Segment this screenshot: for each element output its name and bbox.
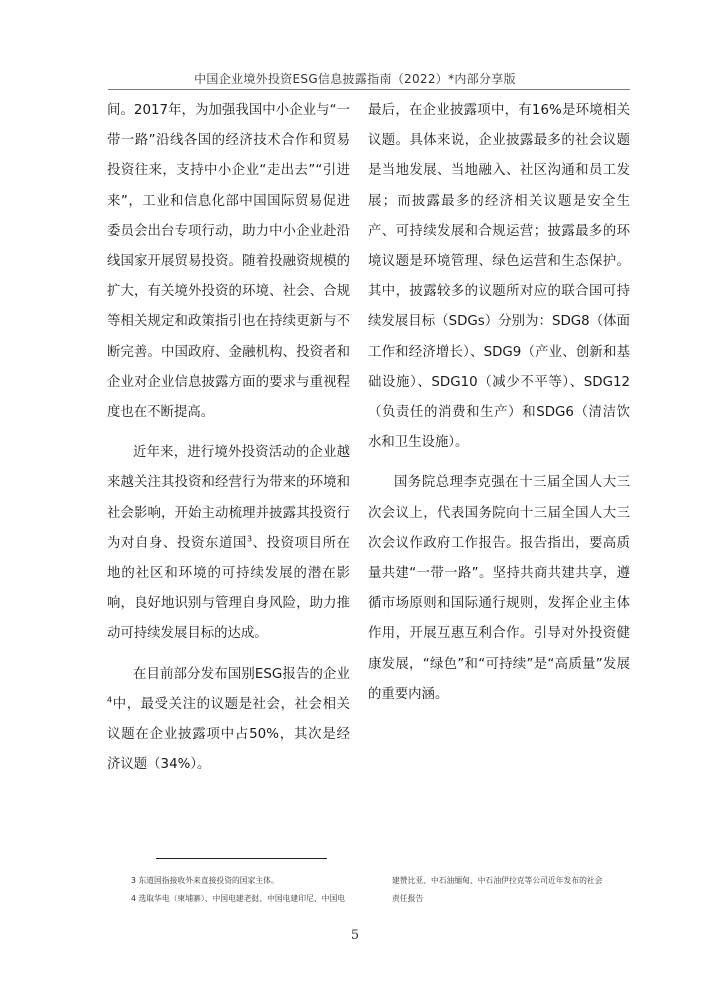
paragraph-3-text-a: 在目前部分发布国别ESG报告的企业 xyxy=(133,666,350,682)
paragraph-2-text-a: 近年来，进行境外投资活动的企业越来越关注其投资和经营行为带来的环境和社会影响，开始主动梳理并披露其投资行为对自身、投资东道国 xyxy=(107,445,350,551)
right-column xyxy=(368,96,630,710)
footnotes-left xyxy=(131,872,361,908)
footnote-ref-3[interactable]: 3 xyxy=(246,534,253,544)
paragraph-2-text-b: 、投资项目所在地的社区和环境的可持续发展的潜在影响，良好地识别与管理自身风险，助力推动可持续发展目标的达成。 xyxy=(107,535,351,642)
footnote-4-line-1: 4 选取华电（柬埔寨）、中国电建老挝、中国电建印尼、中国电 xyxy=(131,894,346,903)
left-column xyxy=(107,96,350,780)
right-paragraph-1: 最后，在企业披露项中，有16%是环境相关议题。具体来说，企业披露最多的社会议题是当地发展、当地融入、社区沟通和员工发展；而披露最多的经济相关议题是安全生产、可持续发展和合规运营；披露最多的环境议题是环境管理、绿色运营和生态保护。其中，披露较多的议题所对应的联合国可持续发展目标（SDGs）分别为：SDG8（体面工作和经济增长）、SDG9（产业、创新和基础设施）、SDG10（减少不平等）、SDG12（负责任的消费和生产）和SDG6（清洁饮水和卫生设施）。 xyxy=(368,103,630,451)
header-divider xyxy=(108,89,630,90)
right-paragraph-2: 国务院总理李克强在十三届全国人大三次会议上，代表国务院向十三届全国人大三次会议作政府工作报告。报告指出，要高质量共建“一带一路”。坚持共商共建共享，遵循市场原则和国际通行规则，发挥企业主体作用，开展互惠互利合作。引导对外投资健康发展，“绿色”和“可持续”是“高质量”发展的重要内涵。 xyxy=(368,475,630,702)
footnote-4-line-3: 责任报告 xyxy=(392,894,424,903)
footnote-ref-4[interactable]: 4 xyxy=(107,695,113,705)
footnote-divider xyxy=(156,858,327,859)
left-paragraph-1: 间。2017年，为加强我国中小企业与“一带一路”沿线各国的经济技术合作和贸易投资往来，支持中小企业“走出去”“引进来”，工业和信息化部中国国际贸易促进委员会出台专项行动，助力中小企业赴沿线国家开展贸易投资。随着投融资规模的扩大，有关境外投资的环境、社会、合规等相关规定和政策指引也在持续更新与不断完善。中国政府、金融机构、投资者和企业对企业信息披露方面的要求与重视程度也在不断提高。 xyxy=(107,103,350,421)
left-paragraph-3 xyxy=(107,660,350,781)
page-number: 5 xyxy=(350,928,360,943)
left-paragraph-2 xyxy=(107,438,350,649)
running-header: 中国企业境外投资ESG信息披露指南（2022）*内部分享版 xyxy=(194,72,516,86)
paragraph-3-text-b: 中，最受关注的议题是社会，社会相关议题在企业披露项中占50%，其次是经济议题（34%）。 xyxy=(107,696,350,773)
footnote-4-line-2: 建赞比亚、中石油缅甸、中石油伊拉克等公司近年发布的社会 xyxy=(392,876,603,885)
footnote-3: 3 东道国指接收外来直接投资的国家主体。 xyxy=(131,876,279,885)
footnotes-right xyxy=(392,872,632,908)
